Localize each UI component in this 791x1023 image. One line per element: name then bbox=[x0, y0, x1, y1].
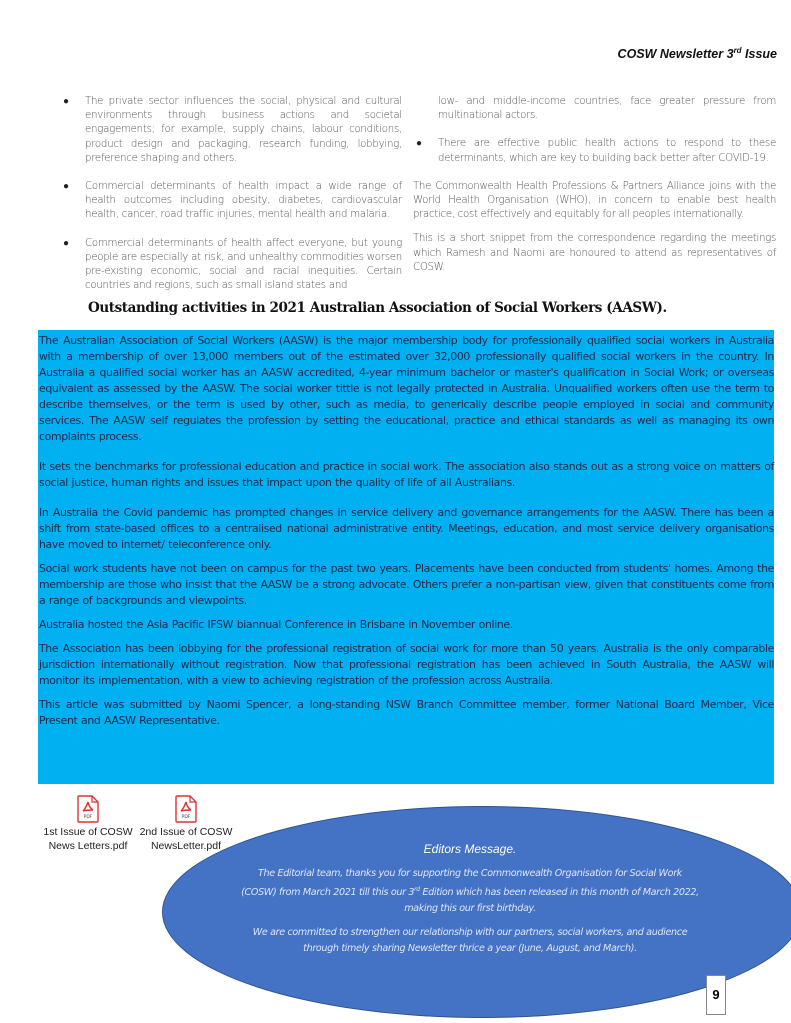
page-number: 9 bbox=[706, 975, 726, 1015]
editors-message-paragraph: We are committed to strengthen our relationship with our partners, social workers, and audience through timely sharing Newsletter thrice a year (June, August, and March). bbox=[252, 927, 688, 955]
bullet-text: Commercial determinants of health affect everyone, but young people are especially at risk, and unhealthy commodities worsen pre-existing economic, social and racial inequities. Certain countries and regions, such as small island states and bbox=[85, 237, 402, 292]
bullet-text: There are effective public health actions to respond to these determinants, which are key to building back better after COVID-19. bbox=[438, 138, 776, 164]
right-column bbox=[413, 95, 776, 285]
bullet-icon: ● bbox=[63, 237, 69, 249]
bullet-icon: ● bbox=[416, 138, 422, 150]
attachment-label-line2: News Letters.pdf bbox=[48, 840, 128, 852]
svg-text:PDF: PDF bbox=[83, 815, 93, 820]
header-title-suffix: Issue bbox=[741, 47, 777, 62]
article-paragraph: In Australia the Covid pandemic has prompted changes in service delivery and governance arrangements for the AASW. There has been a shift from state-based offices to a centralised national administrative entity. Meetings, education, and most service delivery organisations have moved to internet/ teleconference only. bbox=[39, 506, 774, 551]
paragraph-snippet: This is a short snippet from the correspondence regarding the meetings which Ramesh and Naomi are honoured to attend as representatives of COSW. bbox=[413, 233, 776, 273]
article-paragraph: Social work students have not been on campus for the past two years. Placements have been conducted from students' homes. Among the membership are those who insist that the AASW be a strong advocate. Others prefer a non-partisan view, given that constituents come from a range of backgrounds and viewpoints. bbox=[39, 562, 774, 607]
header-title-sup: rd bbox=[733, 46, 742, 55]
attachment-1st-issue[interactable] bbox=[38, 795, 138, 853]
bullet-item bbox=[60, 95, 402, 166]
editors-message bbox=[240, 842, 700, 965]
article-paragraph: The Australian Association of Social Workers (AASW) is the major membership body for professionally qualified social workers in Australia with a membership of over 13,000 members out of the estimated over 32,000 professionally qualified social workers in the country. In Australia a qualified social worker has an AASW accredited, 4-year minimum bachelor or master's qualification in Social Work; or overseas equivalent as assessed by the AASW. The social worker tittle is not legally protected in Australia. Unqualified workers often use the term to describe themselves, or the term is used by other, such as media, to generically describe people employed in social and community services. The AASW self regulates the profession by setting the educational, practice and ethical standards as well as managing its own complaints process. bbox=[39, 334, 774, 443]
article-paragraph: It sets the benchmarks for professional education and practice in social work. The association also stands out as a strong voice on matters of social justice, human rights and issues that impact upon the quality of life of all Australians. bbox=[39, 460, 774, 489]
attachment-2nd-issue[interactable] bbox=[136, 795, 236, 853]
paragraph-alliance: The Commonwealth Health Professions & Partners Alliance joins with the World Health Organisation (WHO), in concern to enable best health practice, cost effectively and equitably for all peoples internationally. bbox=[413, 180, 776, 221]
editors-message-title: Editors Message. bbox=[423, 842, 517, 856]
attachment-label-line1: 2nd Issue of COSW bbox=[139, 826, 233, 838]
pdf-icon bbox=[77, 795, 99, 823]
attachment-label-line1: 1st Issue of COSW bbox=[43, 826, 133, 838]
left-column bbox=[60, 95, 402, 307]
bullet-text: The private sector influences the social, physical and cultural environments through business actions and societal engagements; for example, supply chains, labour conditions, product design and packaging, research funding, lobbying, preference shaping and others. bbox=[85, 96, 402, 164]
editors-text-sup: rd bbox=[414, 886, 420, 893]
bullet-item bbox=[413, 137, 776, 165]
header-title-prefix: COSW Newsletter 3 bbox=[617, 47, 734, 62]
editors-text-b: Edition which has been released in this month of March 2022, making this our first birthday. bbox=[404, 887, 699, 915]
article-paragraph: The Association has been lobbying for the professional registration of social work for more than 50 years. Australia is the only comparable jurisdiction internationally without registration. Now that professional registration has been achieved in South Australia, the AASW will monitor its implementation, with a view to achieving registration of the profession across Australia. bbox=[39, 642, 774, 687]
article-paragraph: This article was submitted by Naomi Spencer, a long-standing NSW Branch Committee member, former National Board Member, Vice Present and AASW Representative. bbox=[39, 698, 774, 727]
bullet-icon: ● bbox=[63, 96, 69, 107]
aasw-article-box bbox=[38, 330, 774, 784]
attachment-label-line2: NewsLetter.pdf bbox=[150, 840, 222, 852]
bullet-text: Commercial determinants of health impact a wide range of health outcomes including obesity, diabetes, cardiovascular health, cancer, road traffic injuries, mental health and malaria. bbox=[85, 181, 402, 221]
editors-text-a: The Editorial team, thanks you for supporting the Commonwealth Organisation for Social Work (COSW) from March 2021 till this our 3 bbox=[241, 868, 683, 899]
section-title: Outstanding activities in 2021 Australian Association of Social Workers (AASW). bbox=[88, 300, 667, 316]
bullet-item bbox=[60, 180, 402, 223]
article-paragraph: Australia hosted the Asia Pacific IFSW biannual Conference in Brisbane in November online. bbox=[39, 618, 513, 631]
bullet-icon: ● bbox=[63, 181, 69, 193]
pdf-icon bbox=[175, 795, 197, 823]
bullet-item bbox=[60, 237, 402, 294]
newsletter-header bbox=[618, 46, 777, 61]
editors-message-paragraph bbox=[240, 866, 700, 917]
bullet-continuation: low- and middle-income countries, face greater pressure from multinational actors. bbox=[438, 96, 776, 122]
svg-text:PDF: PDF bbox=[181, 815, 191, 820]
